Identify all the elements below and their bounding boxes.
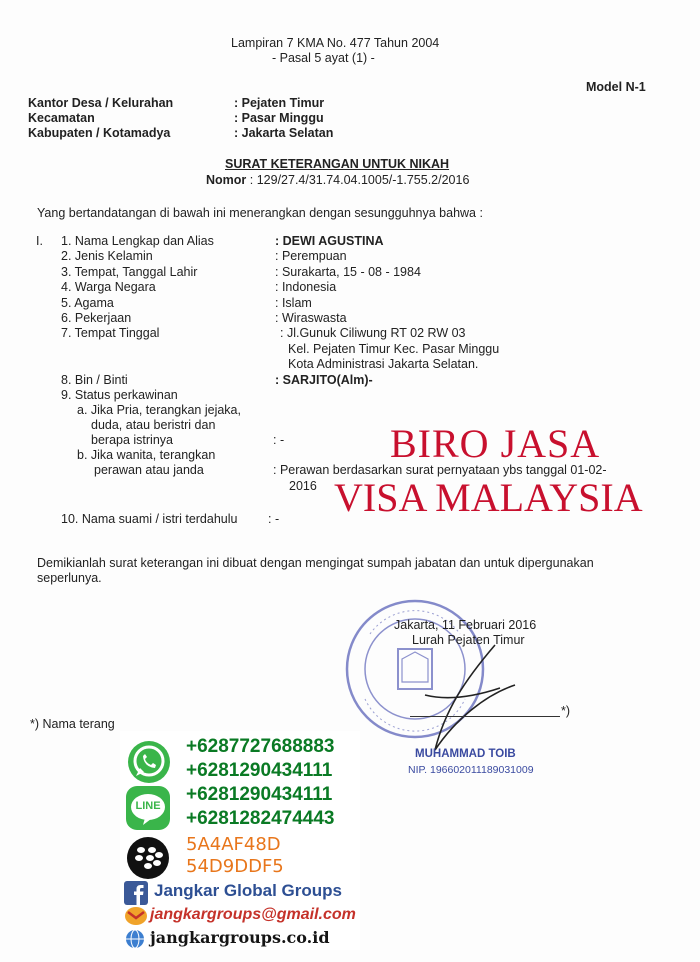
blackberry-icon xyxy=(125,835,171,884)
gmail-icon xyxy=(124,906,148,929)
article-reference: - Pasal 5 ayat (1) - xyxy=(272,51,375,65)
facebook-page-name: Jangkar Global Groups xyxy=(154,881,342,900)
section-number: I. xyxy=(36,234,43,248)
official-name: MUHAMMAD TOIB xyxy=(415,748,516,760)
line-icon-text: LINE xyxy=(135,800,161,812)
footnote: *) Nama terang xyxy=(30,717,115,731)
number-value: : 129/27.4/31.74.04.1005/-1.755.2/2016 xyxy=(249,173,470,187)
field-value-birth: : Surakarta, 15 - 08 - 1984 xyxy=(275,265,421,279)
office-label-kecamatan: Kecamatan xyxy=(28,111,95,125)
facebook-icon xyxy=(124,881,148,908)
office-label-kabupaten: Kabupaten / Kotamadya xyxy=(28,126,171,140)
field-label-marital: 9. Status perkawinan xyxy=(61,388,178,402)
line-number-1: +6281290434111 xyxy=(186,784,333,805)
document-title: SURAT KETERANGAN UNTUK NIKAH xyxy=(225,157,450,171)
field-label-name: 1. Nama Lengkap dan Alias xyxy=(61,234,214,248)
line-number-2: +6281282474443 xyxy=(186,808,335,829)
signature-position: Lurah Pejaten Timur xyxy=(412,633,525,647)
line-icon xyxy=(125,785,171,834)
marital-pria-line-3: berapa istrinya xyxy=(91,433,173,447)
closing-line-2: seperlunya. xyxy=(37,571,102,585)
field-value-gender: : Perempuan xyxy=(275,249,347,263)
official-nip: NIP. 196602011189031009 xyxy=(408,764,534,776)
marital-pria-line-1: a. Jika Pria, terangkan jejaka, xyxy=(77,403,241,417)
bbm-pin-2: 54D9DDF5 xyxy=(186,856,284,877)
office-value-kecamatan: : Pasar Minggu xyxy=(234,111,324,125)
field-value-nationality: : Indonesia xyxy=(275,280,337,294)
marital-wanita-value-cont: 2016 xyxy=(289,479,317,493)
marital-wanita-line-1: b. Jika wanita, terangkan xyxy=(77,448,216,462)
marital-wanita-value: : Perawan berdasarkan surat pernyataan ybs tanggal 01-02- xyxy=(273,463,607,477)
globe-icon xyxy=(124,929,146,952)
field-label-nationality: 4. Warga Negara xyxy=(61,280,156,294)
signature-line xyxy=(410,716,560,717)
field-label-religion: 5. Agama xyxy=(61,296,114,310)
office-value-desa: : Pejaten Timur xyxy=(234,96,325,110)
field-label-occupation: 6. Pekerjaan xyxy=(61,311,132,325)
watermark-line-2: VISA MALAYSIA xyxy=(334,475,643,520)
whatsapp-number-2: +6281290434111 xyxy=(186,760,333,781)
field-label-gender: 2. Jenis Kelamin xyxy=(61,249,153,263)
marital-pria-line-2: duda, atau beristri dan xyxy=(91,418,216,432)
address-line-2: Kel. Pejaten Timur Kec. Pasar Minggu xyxy=(288,342,500,356)
field-value-name: : DEWI AGUSTINA xyxy=(275,234,384,248)
field-label-address: 7. Tempat Tinggal xyxy=(61,326,160,340)
handwritten-signature xyxy=(375,640,545,763)
marital-wanita-line-2: perawan atau janda xyxy=(94,463,204,477)
field-label-birth: 3. Tempat, Tanggal Lahir xyxy=(61,265,198,279)
field-value-address: : Jl.Gunuk Ciliwung RT 02 RW 03 xyxy=(280,326,466,340)
signature-line-suffix: *) xyxy=(561,704,571,718)
field-value-parent: : SARJITO(Alm)- xyxy=(275,373,373,387)
office-value-kabupaten: : Jakarta Selatan xyxy=(234,126,334,140)
email-address: jangkargroups@gmail.com xyxy=(150,906,356,923)
field-label-parent: 8. Bin / Binti xyxy=(61,373,128,387)
closing-line-1: Demikianlah surat keterangan ini dibuat dengan mengingat sumpah jabatan dan untuk dipergunakan xyxy=(37,556,594,570)
intro-statement: Yang bertandatangan di bawah ini menerangkan dengan sesungguhnya bahwa : xyxy=(37,206,483,220)
office-label-desa: Kantor Desa / Kelurahan xyxy=(28,96,174,110)
prev-spouse-label: 10. Nama suami / istri terdahulu xyxy=(61,512,238,526)
whatsapp-number-1: +6287727688883 xyxy=(186,736,335,757)
model-label: Model N-1 xyxy=(586,80,646,94)
address-line-3: Kota Administrasi Jakarta Selatan. xyxy=(288,357,479,371)
watermark-line-1: BIRO JASA xyxy=(390,421,601,466)
field-value-religion: : Islam xyxy=(275,296,312,310)
whatsapp-icon xyxy=(125,738,173,789)
number-label: Nomor xyxy=(206,173,247,187)
field-value-occupation: : Wiraswasta xyxy=(275,311,347,325)
bbm-pin-1: 5A4AF48D xyxy=(186,834,281,855)
signature-place-date: Jakarta, 11 Februari 2016 xyxy=(394,618,537,632)
website-url: jangkargroups.co.id xyxy=(150,928,330,947)
prev-spouse-value: : - xyxy=(268,512,280,526)
document-number xyxy=(206,173,469,187)
attachment-reference: Lampiran 7 KMA No. 477 Tahun 2004 xyxy=(231,36,440,50)
marital-pria-value: : - xyxy=(273,433,285,447)
